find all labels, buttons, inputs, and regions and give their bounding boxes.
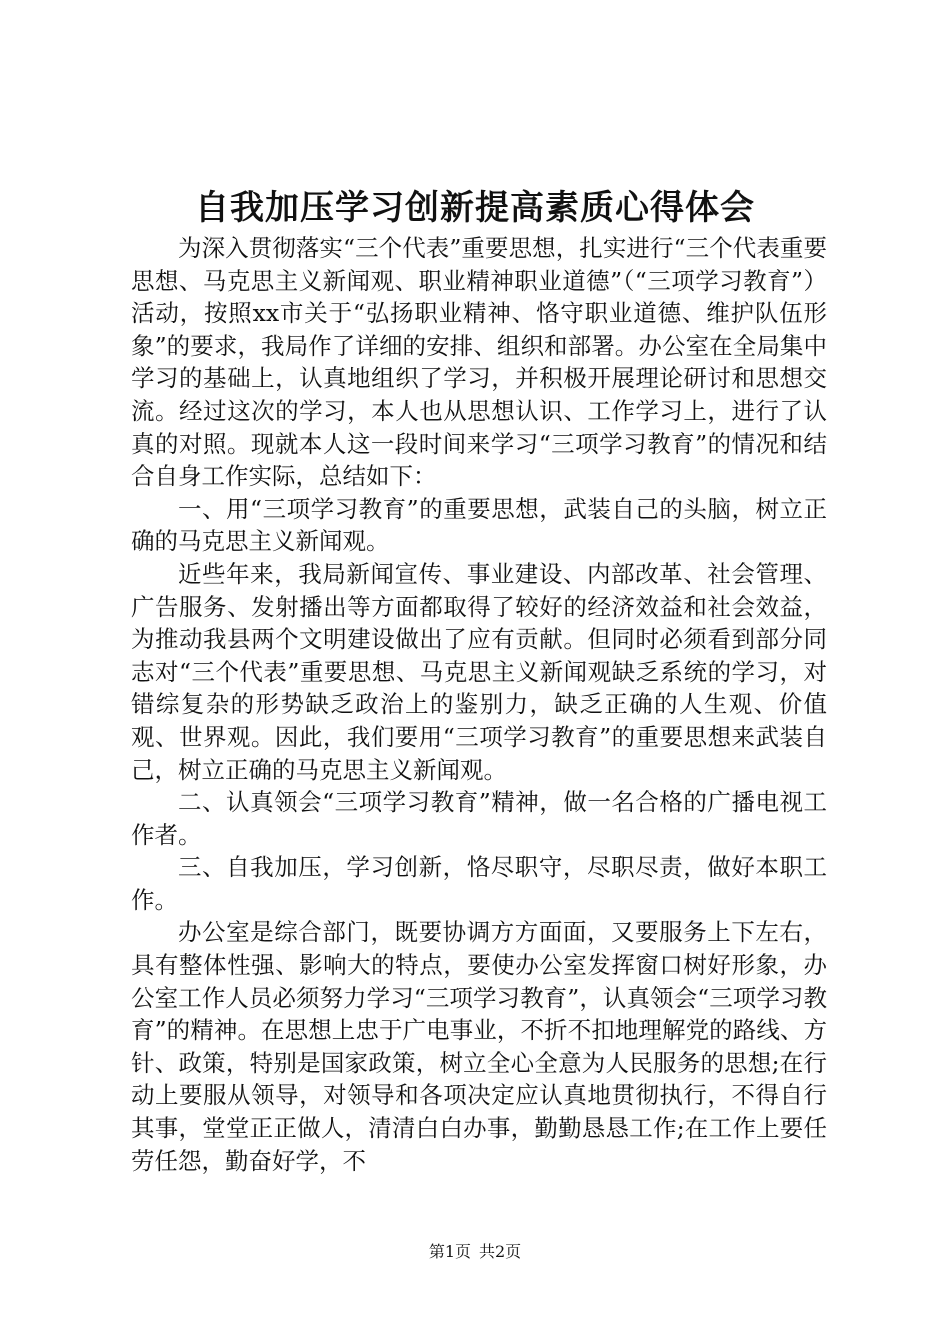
page-number: 第1页 <box>428 1242 471 1261</box>
page-total: 共2页 <box>479 1242 522 1261</box>
document-title: 自我加压学习创新提高素质心得体会 <box>195 188 755 228</box>
page-footer <box>0 1240 950 1264</box>
paragraph: 近些年来，我局新闻宣传、事业建设、内部改革、社会管理、广告服务、发射播出等方面都取得了较好的经济效益和社会效益，为推动我县两个文明建设做出了应有贡献。但同时必须看到部分同志对“三个代表”重要思想、马克思主义新闻观缺乏系统的学习，对错综复杂的形势缺乏政治上的鉴别力，缺乏正确的人生观、价值观、世界观。因此，我们要用“三项学习教育”的重要思想来武装自己，树立正确的马克思主义新闻观。 <box>131 559 827 784</box>
paragraph: 为深入贯彻落实“三个代表”重要思想，扎实进行“三个代表重要思想、马克思主义新闻观、职业精神职业道德”（“三项学习教育”）活动，按照xx市关于“弘扬职业精神、恪守职业道德、维护队伍形象”的要求，我局作了详细的安排、组织和部署。办公室在全局集中学习的基础上，认真地组织了学习，并积极开展理论研讨和思想交流。经过这次的学习，本人也从思想认识、工作学习上，进行了认真的对照。现就本人这一段时间来学习“三项学习教育”的情况和结合自身工作实际，总结如下： <box>131 234 827 491</box>
document-body <box>131 232 827 1177</box>
paragraph: 二、认真领会“三项学习教育”精神，做一名合格的广播电视工作者。 <box>131 788 827 849</box>
paragraph: 三、自我加压，学习创新，恪尽职守，尽职尽责，做好本职工作。 <box>131 853 827 914</box>
paragraph: 办公室是综合部门，既要协调方方面面，又要服务上下左右，具有整体性强、影响大的特点，要使办公室发挥窗口树好形象，办公室工作人员必须努力学习“三项学习教育”，认真领会“三项学习教育”的精神。在思想上忠于广电事业，不折不扣地理解党的路线、方针、政策，特别是国家政策，树立全心全意为人民服务的思想;在行动上要服从领导，对领导和各项决定应认真地贯彻执行，不得自行其事，堂堂正正做人，清清白白办事，勤勤恳恳工作;在工作上要任劳任怨，勤奋好学，不 <box>131 918 827 1175</box>
paragraph: 一、用“三项学习教育”的重要思想，武装自己的头脑，树立正确的马克思主义新闻观。 <box>131 494 827 556</box>
